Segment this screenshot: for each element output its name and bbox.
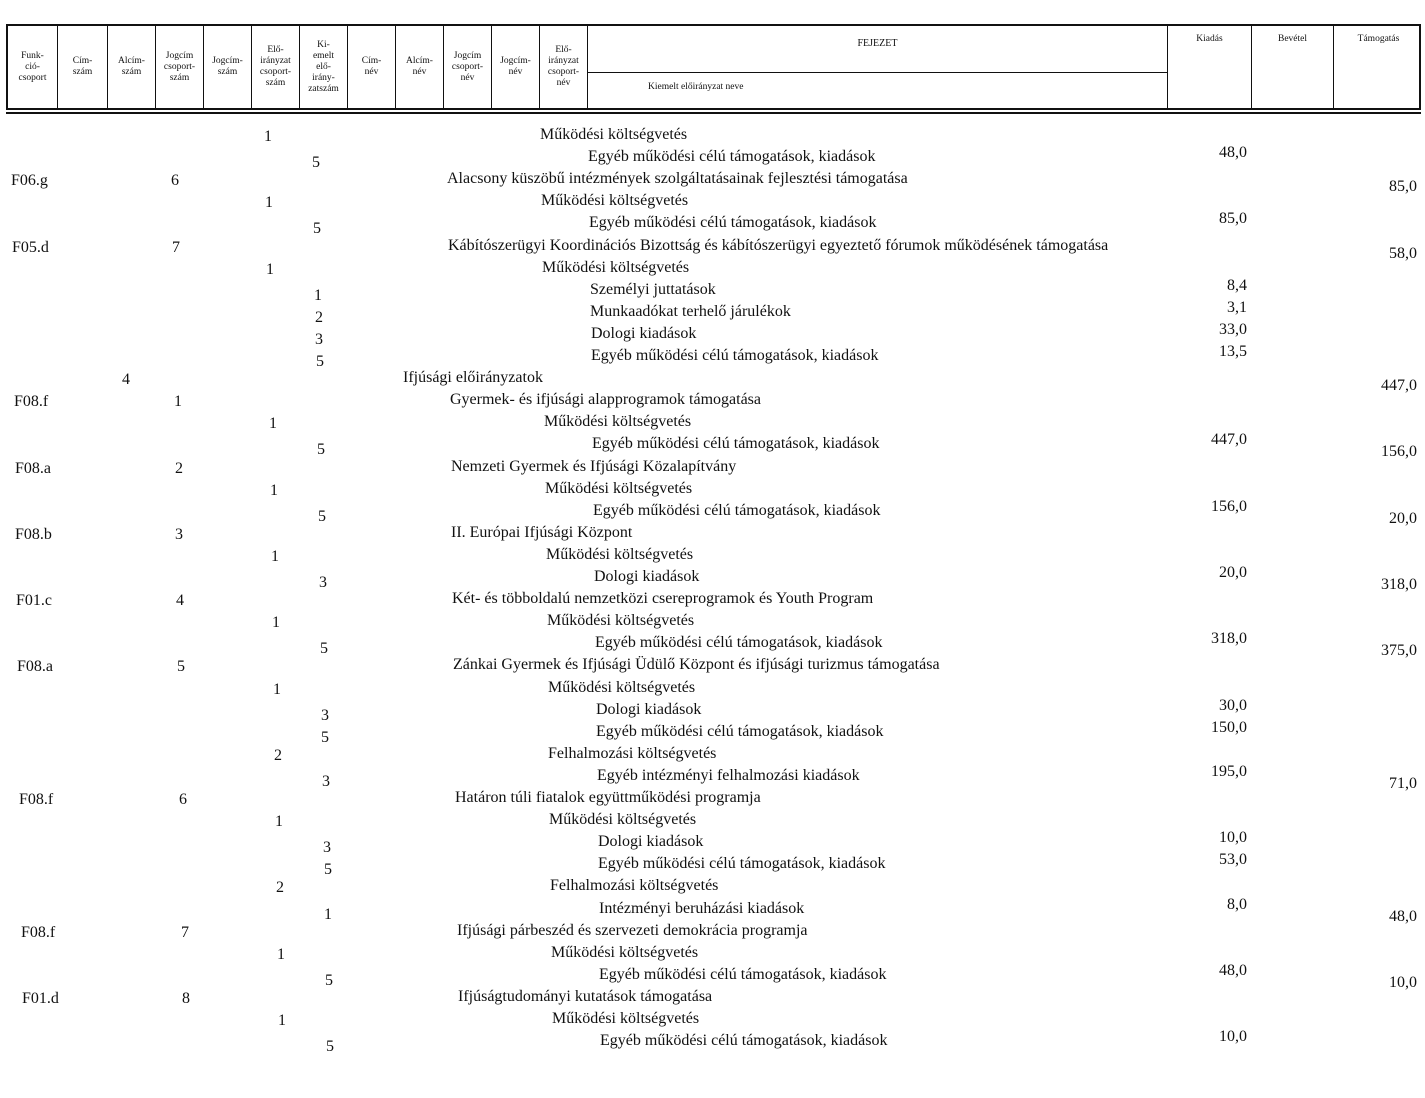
funkciocsoport-cell: F01.d (22, 990, 59, 1007)
tamogatas-cell: 85,0 (1389, 178, 1417, 195)
eloiranyzatcsoportszam-cell: 1 (264, 128, 272, 145)
jogcimcsoportszam-cell: 1 (174, 393, 182, 410)
item-name-cell: Működési költségvetés (549, 811, 697, 828)
tamogatas-cell: 10,0 (1389, 974, 1417, 991)
kiadas-cell: 48,0 (1219, 962, 1247, 979)
kiemelt-eloiranyzatszam-cell: 5 (325, 972, 333, 989)
item-name-cell: Alacsony küszöbű intézmények szolgáltatásainak fejlesztési támogatása (447, 170, 908, 187)
item-name-cell: II. Európai Ifjúsági Központ (451, 524, 633, 541)
header-kiadas: Kiadás (1168, 26, 1252, 108)
item-name-cell: Kábítószerügyi Koordinációs Bizottság és kábítószerügyi egyeztető fórumok működésének támogatása (448, 237, 1109, 254)
tamogatas-cell: 58,0 (1389, 245, 1417, 262)
tamogatas-cell: 71,0 (1389, 775, 1417, 792)
kiemelt-eloiranyzatszam-cell: 3 (321, 707, 329, 724)
funkciocsoport-cell: F08.a (17, 658, 53, 675)
kiemelt-eloiranyzatszam-cell: 3 (315, 331, 323, 348)
item-name-cell: Egyéb működési célú támogatások, kiadások (600, 1032, 888, 1049)
item-name-cell: Egyéb működési célú támogatások, kiadások (591, 347, 879, 364)
item-name-cell: Működési költségvetés (548, 679, 696, 696)
eloiranyzatcsoportszam-cell: 1 (270, 482, 278, 499)
item-name-cell: Működési költségvetés (545, 480, 693, 497)
kiemelt-eloiranyzatszam-cell: 1 (314, 287, 322, 304)
funkciocsoport-cell: F08.f (21, 924, 56, 941)
kiadas-cell: 150,0 (1211, 719, 1247, 736)
jogcimcsoportszam-cell: 5 (177, 658, 185, 675)
kiadas-cell: 10,0 (1219, 829, 1247, 846)
kiadas-cell: 10,0 (1219, 1028, 1247, 1045)
item-name-cell: Felhalmozási költségvetés (548, 745, 717, 762)
header-bottom-rule (6, 112, 1421, 114)
item-name-cell: Dologi kiadások (591, 325, 697, 342)
funkciocsoport-cell: F06.g (11, 172, 48, 189)
kiadas-cell: 33,0 (1219, 321, 1247, 338)
item-name-cell: Egyéb intézményi felhalmozási kiadások (597, 767, 860, 784)
item-name-cell: Egyéb működési célú támogatások, kiadások (599, 966, 887, 983)
header-tamogatas: Támogatás (1357, 34, 1400, 44)
kiemelt-eloiranyzatszam-cell: 5 (316, 353, 324, 370)
header-cimnev: Cím- név (348, 26, 396, 108)
kiadas-cell: 318,0 (1211, 630, 1247, 647)
item-name-cell: Gyermek- és ifjúsági alapprogramok támogatása (450, 391, 761, 408)
kiadas-cell: 48,0 (1219, 144, 1247, 161)
tamogatas-cell: 20,0 (1389, 510, 1417, 527)
tamogatas-cell: 375,0 (1381, 642, 1417, 659)
item-name-cell: Felhalmozási költségvetés (550, 877, 719, 894)
item-name-cell: Működési költségvetés (546, 546, 694, 563)
header-alcimnev: Alcím- név (396, 26, 444, 108)
item-name-cell: Személyi juttatások (590, 281, 716, 298)
item-name-cell: Ifjúsági előirányzatok (403, 369, 543, 386)
kiadas-cell: 3,1 (1227, 299, 1247, 316)
eloiranyzatcsoportszam-cell: 2 (276, 879, 284, 896)
item-name-cell: Működési költségvetés (540, 126, 688, 143)
eloiranyzatcsoportszam-cell: 1 (275, 813, 283, 830)
kiadas-cell: 8,0 (1227, 896, 1247, 913)
kiadas-cell: 53,0 (1219, 851, 1247, 868)
item-name-cell: Működési költségvetés (541, 192, 689, 209)
item-name-cell: Ifjúsági párbeszéd és szervezeti demokrácia programja (457, 922, 808, 939)
jogcimcsoportszam-cell: 8 (182, 990, 190, 1007)
kiemelt-eloiranyzatszam-cell: 5 (326, 1038, 334, 1055)
eloiranyzatcsoportszam-cell: 1 (269, 415, 277, 432)
item-name-cell: Intézményi beruházási kiadások (599, 900, 805, 917)
kiemelt-eloiranyzatszam-cell: 5 (313, 220, 321, 237)
item-name-cell: Ifjúságtudományi kutatások támogatása (458, 988, 713, 1005)
cimszam-cell: 4 (122, 371, 130, 388)
tamogatas-cell: 447,0 (1381, 377, 1417, 394)
kiemelt-eloiranyzatszam-cell: 5 (320, 640, 328, 657)
funkciocsoport-cell: F05.d (12, 239, 49, 256)
eloiranyzatcsoportszam-cell: 1 (272, 614, 280, 631)
eloiranyzatcsoportszam-cell: 1 (266, 261, 274, 278)
eloiranyzatcsoportszam-cell: 1 (271, 548, 279, 565)
header-alcimszam: Alcím- szám (108, 26, 156, 108)
kiadas-cell: 85,0 (1219, 210, 1247, 227)
header-jogcimnev: Jogcím- név (492, 26, 540, 108)
funkciocsoport-cell: F08.f (19, 791, 54, 808)
item-name-cell: Nemzeti Gyermek és Ifjúsági Közalapítvány (451, 458, 737, 475)
jogcimcsoportszam-cell: 7 (172, 239, 180, 256)
jogcimcsoportszam-cell: 7 (181, 924, 189, 941)
kiemelt-eloiranyzatszam-cell: 5 (324, 861, 332, 878)
eloiranyzatcsoportszam-cell: 1 (265, 194, 273, 211)
kiemelt-eloiranyzatszam-cell: 3 (319, 574, 327, 591)
kiemelt-eloiranyzatszam-cell: 5 (321, 729, 329, 746)
jogcimcsoportszam-cell: 4 (176, 592, 184, 609)
item-name-cell: Egyéb működési célú támogatások, kiadások (596, 723, 884, 740)
header-jogcimcsoportszam: Jogcím csoport- szám (156, 26, 204, 108)
header-funkciocsoport: Funk- ció- csoport (8, 26, 58, 108)
item-name-cell: Egyéb működési célú támogatások, kiadások (589, 214, 877, 231)
kiemelt-eloiranyzatszam-cell: 5 (312, 154, 320, 171)
jogcimcsoportszam-cell: 6 (179, 791, 187, 808)
kiadas-cell: 156,0 (1211, 498, 1247, 515)
kiadas-cell: 30,0 (1219, 697, 1247, 714)
header-eloiranyzatcsoportszam: Elő- irányzat csoport- szám (252, 26, 300, 108)
header-bevetel: Bevétel (1252, 26, 1334, 108)
header-jogcimszam: Jogcím- szám (204, 26, 252, 108)
item-name-cell: Határon túli fiatalok együttműködési programja (455, 789, 761, 806)
item-name-cell: Két- és többoldalú nemzetközi csereprogramok és Youth Program (452, 590, 874, 607)
eloiranyzatcsoportszam-cell: 1 (278, 1012, 286, 1029)
tamogatas-cell: 318,0 (1381, 576, 1417, 593)
header-kiemelt-eloiranyzat-neve: Kiemelt előirányzat neve (648, 82, 744, 92)
funkciocsoport-cell: F08.f (14, 393, 49, 410)
item-name-cell: Működési költségvetés (542, 259, 690, 276)
header-fejezet-block (588, 26, 1168, 108)
eloiranyzatcsoportszam-cell: 2 (274, 747, 282, 764)
header-kiemelt-eloiranyzatszam: Ki- emelt elő- irány- zatszám (300, 26, 348, 108)
item-name-cell: Egyéb működési célú támogatások, kiadások (593, 502, 881, 519)
item-name-cell: Dologi kiadások (594, 568, 700, 585)
kiemelt-eloiranyzatszam-cell: 1 (324, 906, 332, 923)
item-name-cell: Egyéb működési célú támogatások, kiadások (598, 855, 886, 872)
item-name-cell: Egyéb működési célú támogatások, kiadások (592, 435, 880, 452)
kiemelt-eloiranyzatszam-cell: 3 (323, 839, 331, 856)
funkciocsoport-cell: F08.a (15, 460, 51, 477)
jogcimcsoportszam-cell: 3 (175, 526, 183, 543)
item-name-cell: Működési költségvetés (544, 413, 692, 430)
funkciocsoport-cell: F01.c (16, 592, 52, 609)
header-eloiranyzatcsoportnev: Elő- irányzat csoport- név (540, 26, 588, 108)
item-name-cell: Zánkai Gyermek és Ifjúsági Üdülő Központ és ifjúsági turizmus támogatása (453, 656, 940, 673)
table-header (6, 24, 1421, 110)
kiadas-cell: 20,0 (1219, 564, 1247, 581)
tamogatas-cell: 156,0 (1381, 443, 1417, 460)
header-cimszam: Cím- szám (58, 26, 108, 108)
header-fejezet: FEJEZET (857, 38, 898, 49)
item-name-cell: Működési költségvetés (547, 612, 695, 629)
kiadas-cell: 447,0 (1211, 431, 1247, 448)
jogcimcsoportszam-cell: 6 (171, 172, 179, 189)
header-jogcimcsoportnev: Jogcím csoport- név (444, 26, 492, 108)
kiemelt-eloiranyzatszam-cell: 5 (317, 441, 325, 458)
item-name-cell: Egyéb működési célú támogatások, kiadások (595, 634, 883, 651)
kiemelt-eloiranyzatszam-cell: 2 (315, 309, 323, 326)
kiadas-cell: 13,5 (1219, 343, 1247, 360)
item-name-cell: Dologi kiadások (598, 833, 704, 850)
item-name-cell: Dologi kiadások (596, 701, 702, 718)
kiemelt-eloiranyzatszam-cell: 3 (322, 773, 330, 790)
eloiranyzatcsoportszam-cell: 1 (277, 946, 285, 963)
funkciocsoport-cell: F08.b (15, 526, 52, 543)
item-name-cell: Működési költségvetés (552, 1010, 700, 1027)
item-name-cell: Munkaadókat terhelő járulékok (590, 303, 791, 320)
item-name-cell: Működési költségvetés (551, 944, 699, 961)
kiadas-cell: 8,4 (1227, 277, 1247, 294)
jogcimcsoportszam-cell: 2 (175, 460, 183, 477)
eloiranyzatcsoportszam-cell: 1 (273, 681, 281, 698)
kiadas-cell: 195,0 (1211, 763, 1247, 780)
header-divider (588, 72, 1167, 73)
item-name-cell: Egyéb működési célú támogatások, kiadások (588, 148, 876, 165)
tamogatas-cell: 48,0 (1389, 908, 1417, 925)
kiemelt-eloiranyzatszam-cell: 5 (318, 508, 326, 525)
